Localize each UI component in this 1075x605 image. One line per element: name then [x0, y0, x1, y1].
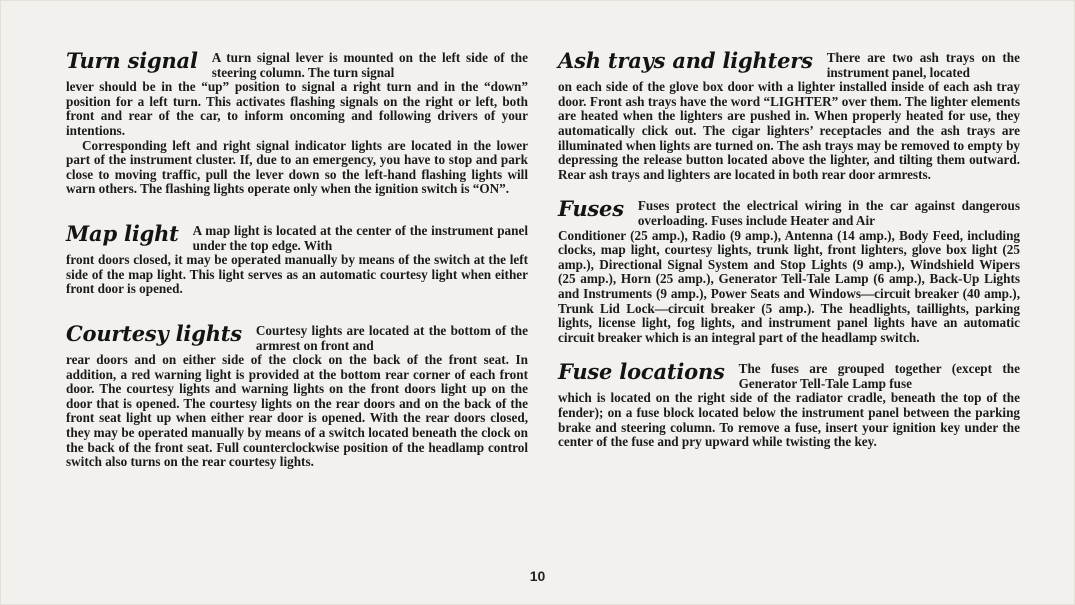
map-light-section [66, 221, 528, 297]
section-lead-text: A map light is located at the center of the instrument panel under the top edge. With [192, 222, 528, 253]
section-header [66, 48, 528, 80]
turn-signal-section [66, 48, 528, 197]
fuse-locations-section [558, 359, 1020, 450]
page-number: 10 [529, 568, 546, 584]
section-heading: Courtesy lights [66, 320, 242, 346]
section-body-text-2: Corresponding left and right signal indicator lights are located in the lower part of the instrument cluster. If, due to an emergency, you have to stop and park close to moving traffic, pull the lever down so the left-hand flashing lights will warn others. The flashing lights operate only when the ignition switch is “ON”. [66, 137, 528, 197]
right-column [558, 48, 1020, 450]
section-heading: Map light [66, 220, 179, 246]
section-body-text: Conditioner (25 amp.), Radio (9 amp.), Antenna (14 amp.), Body Feed, including clocks, map light, courtesy lights, trunk light, front lighters, glove box light (25 amp.), Directional Signal System and Stop Lights (9 amp.), Windshield Wipers (25 amp.), Horn (25 amp.), Generator Tell-Tale Lamp (6 amp.), Back-Up Lights and Instruments (9 amp.), Power Seats and Windows—circuit breaker (40 amp.), Trunk Lid Lock—circuit breaker (5 amp.). The headlights, taillights, parking lights, license light, fog lights, and instrument panel lights have an automatic circuit breaker which is an integral part of the headlamp switch. [558, 227, 1020, 345]
section-body-text: on each side of the glove box door with a lighter installed inside of each ash tray door. Front ash trays have the word “LIGHTER” over them. The lighter elements are heated when the lighters are pushed in. When properly heated for use, they automatically click out. The cigar lighters’ receptacles and the ash trays are illuminated when lights are turned on. The ash trays may be removed to empty by depressing the release button located above the lighter, and tilting them outward. Rear ash trays and lighters are located in both rear door armrests. [558, 79, 1020, 182]
courtesy-lights-section [66, 321, 528, 470]
section-heading: Turn signal [66, 48, 198, 73]
left-column [66, 48, 528, 470]
section-lead-text: The fuses are grouped together (except the Generator Tell-Tale Lamp fuse [738, 361, 1020, 391]
ash-trays-section [558, 48, 1020, 182]
section-body-text: lever should be in the “up” position to signal a right turn and in the “down” position for a left turn. This activates flashing signals on the right or left, both front and rear of the car, to inform oncoming and following drivers of your intentions. [66, 79, 528, 138]
section-lead-text: Courtesy lights are located at the bottom of the armrest on front and [255, 322, 528, 353]
section-header [558, 359, 1020, 391]
section-body-text: rear doors and on either side of the clock on the back of the front seat. In addition, a red warning light is provided at the bottom rear corner of each front door. The courtesy lights and warning lights on the front doors light up on the door that is opened. The courtesy lights on the rear doors and on the back of the front seat light up when either rear door is opened. With the rear doors closed, they may be operated manually by means of a switch located beneath the clock on the back of the front seat. Full counterclockwise position of the headlamp control switch also turns on the rear courtesy lights. [66, 352, 528, 470]
section-lead-text: There are two ash trays on the instrument panel, located [826, 50, 1020, 80]
section-header [558, 48, 1020, 80]
section-body-text: which is located on the right side of the radiator cradle, beneath the top of the fender); on a fuse block located below the instrument panel between the parking brake and steering column. To remove a fuse, insert your ignition key under the center of the fuse and pry upward while twisting the key. [558, 390, 1020, 450]
section-header [558, 196, 1020, 228]
fuses-section [558, 196, 1020, 345]
section-heading: Fuses [558, 196, 624, 222]
section-heading: Fuse locations [558, 359, 725, 385]
section-body-text: front doors closed, it may be operated manually by means of the switch at the left side of the map light. This light serves as an automatic courtesy light when either front door is opened. [66, 252, 528, 297]
section-header [66, 321, 528, 353]
section-lead-text: A turn signal lever is mounted on the left side of the steering column. The turn signal [211, 50, 528, 80]
section-heading: Ash trays and lighters [558, 48, 813, 73]
section-lead-text: Fuses protect the electrical wiring in the car against dangerous overloading. Fuses include Heater and Air [637, 198, 1020, 228]
section-header [66, 221, 528, 253]
